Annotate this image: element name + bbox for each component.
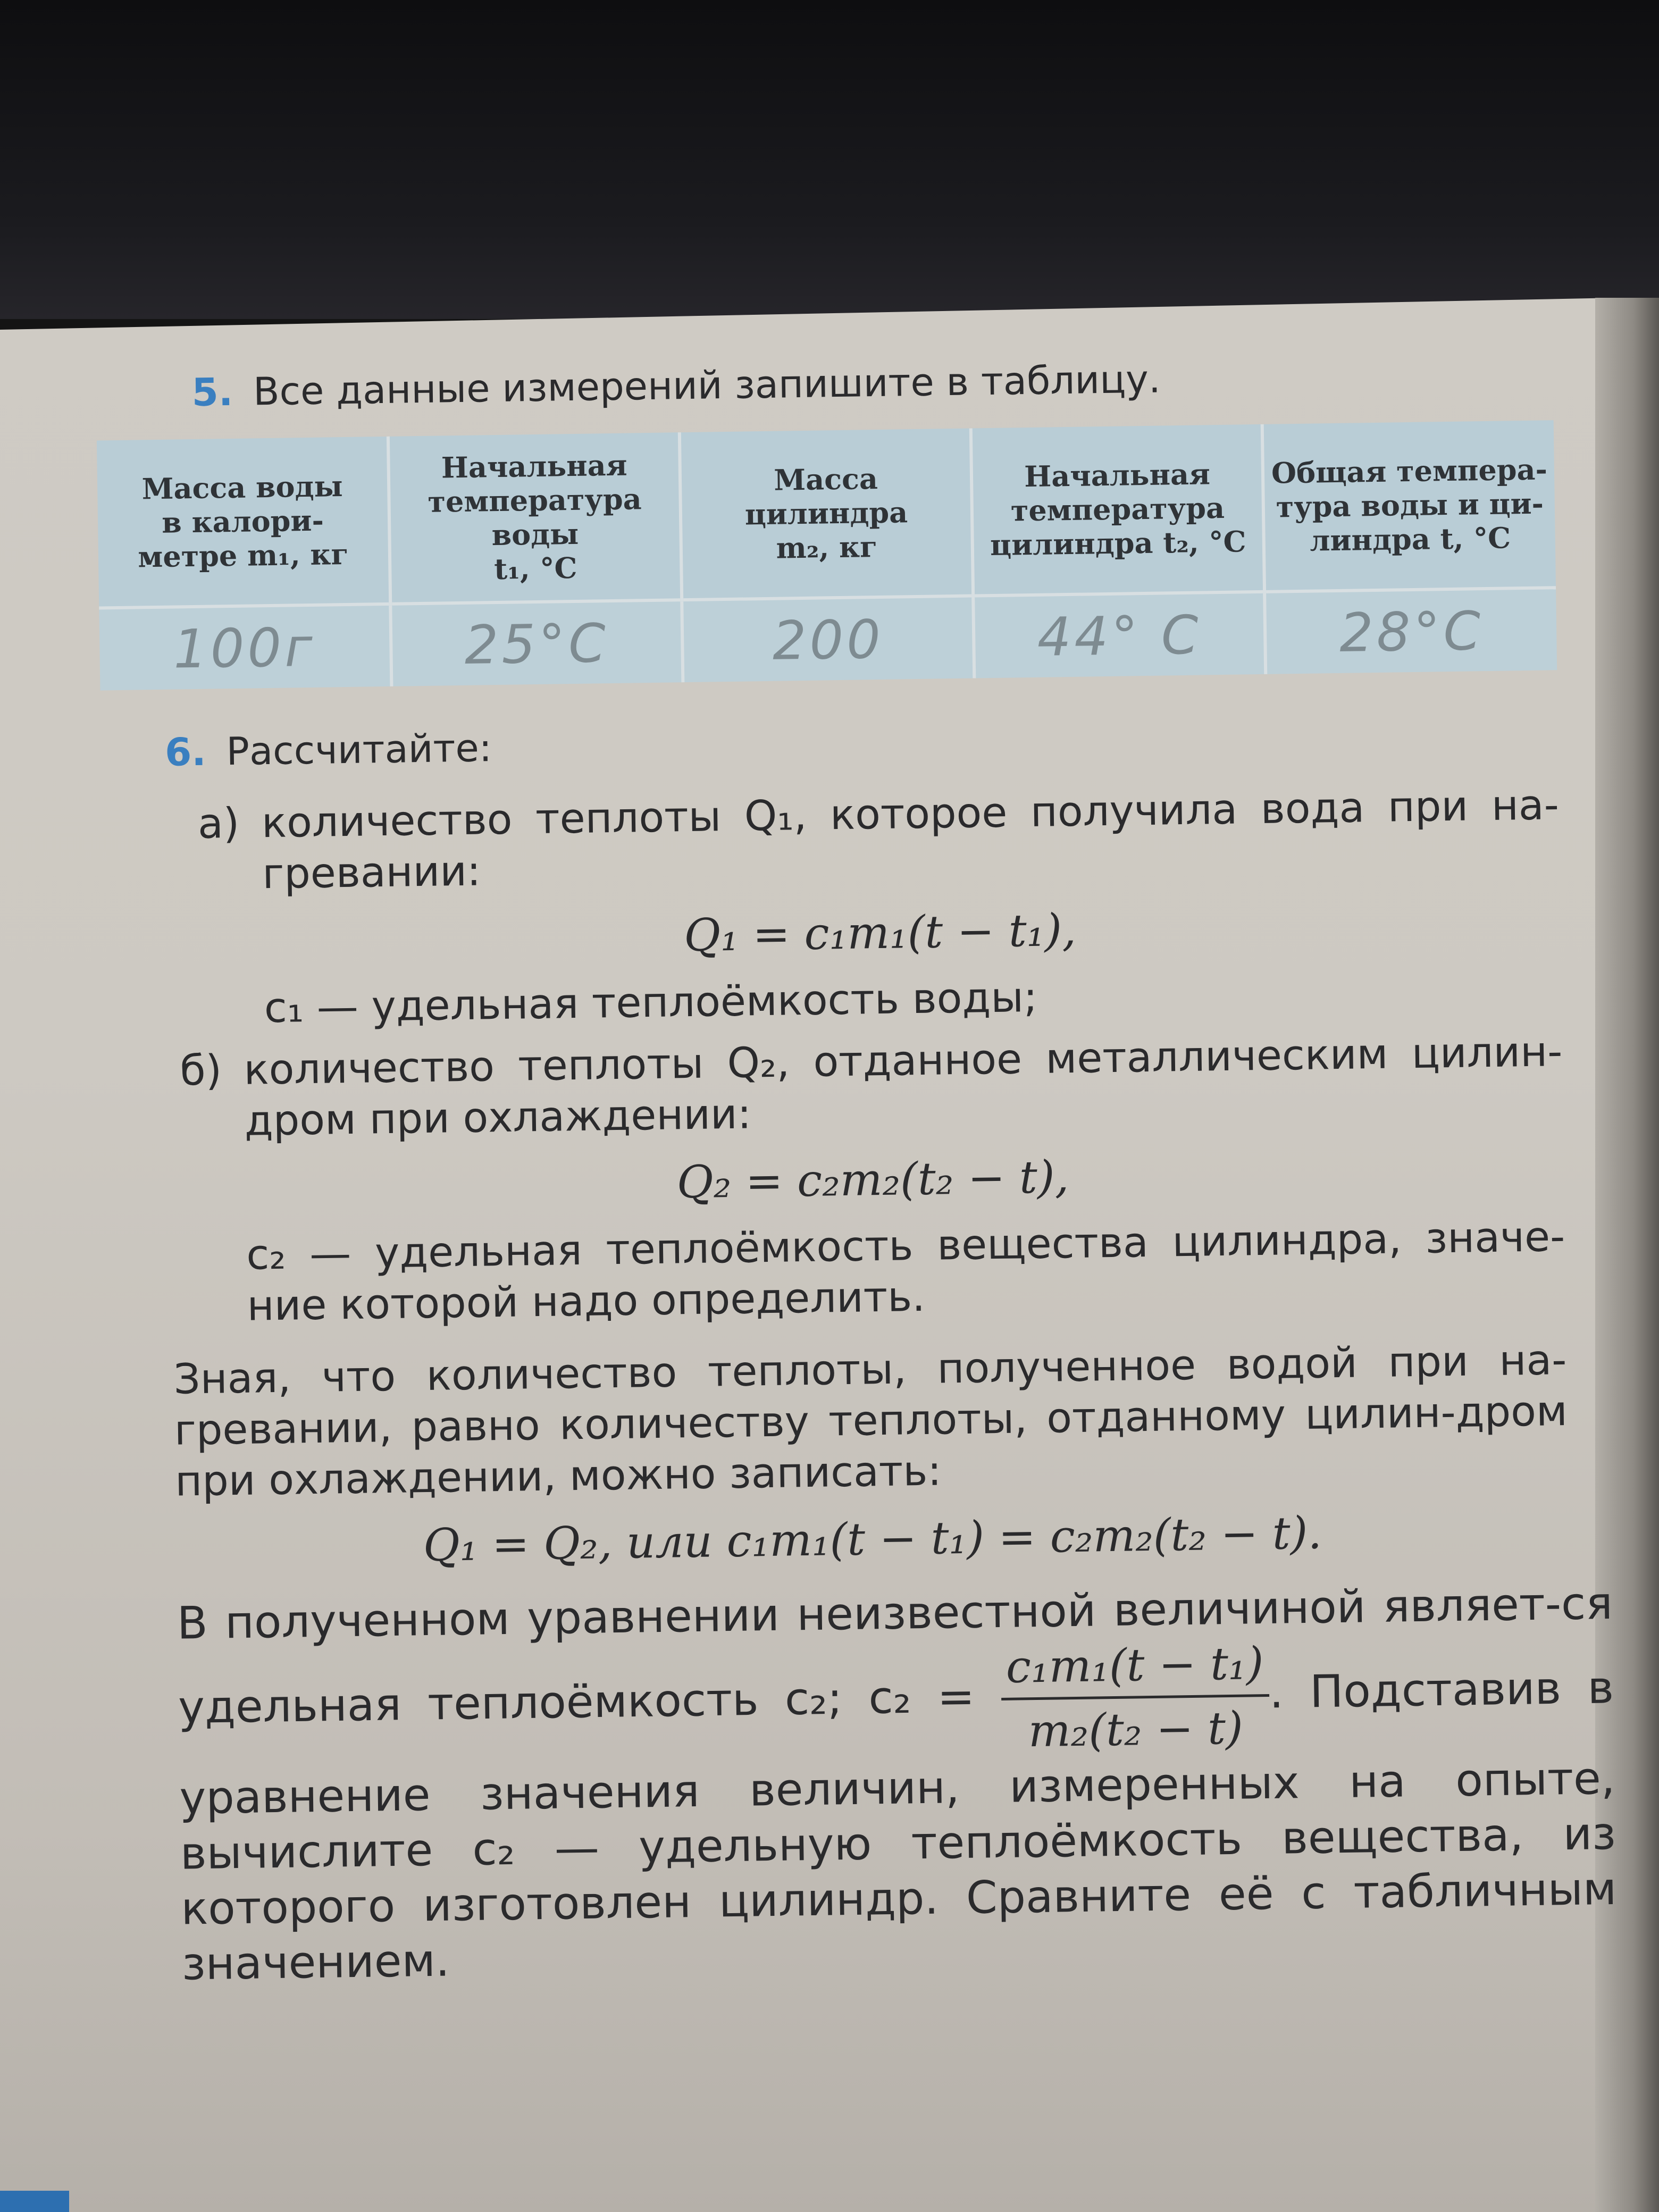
step-6 xyxy=(164,707,1558,778)
table-cell xyxy=(1264,588,1557,674)
dark-background xyxy=(0,0,1659,319)
handwritten-value: 100г xyxy=(173,616,316,681)
table-header-cell: Начальная температура цилиндра t₂, °C xyxy=(971,424,1264,596)
step-number: 5. xyxy=(191,369,233,415)
formula-q2: Q₂ = c₂m₂(t₂ − t), xyxy=(676,1151,1069,1209)
item-a xyxy=(197,780,1562,1035)
table-header-row xyxy=(97,420,1556,608)
item-marker: а) xyxy=(197,799,240,848)
table-header-cell: Масса цилиндра m₂, кг xyxy=(680,429,973,600)
table-cell xyxy=(682,596,974,683)
formula-q1: Q₁ = c₁m₁(t − t₁), xyxy=(683,903,1077,962)
final-text-1: В полученном уравнении неизвестной величиной являет-ся удельная теплоёмкость c₂; c₂ = xyxy=(177,1577,1613,1734)
handwritten-value: 25°C xyxy=(464,611,609,676)
paragraph-text: Зная, что количество теплоты, полученное водой при на-гревании, равно количеству теплоты, отданному цилин-дром при охлаждении, можно записать: xyxy=(173,1336,1568,1506)
definition-c2: c₂ — удельная теплоёмкость вещества цилиндра, значе-ние которой надо определить. xyxy=(246,1213,1565,1330)
handwritten-value: 200 xyxy=(772,608,884,672)
final-text-2: . Подставив в уравнение значения величин, измеренных на опыте, вычислите c₂ — удельную теплоёмкость вещества, из которого изготовлен цилиндр. Сравните её с табличным значением. xyxy=(179,1661,1617,1990)
handwritten-value: 44° C xyxy=(1036,604,1202,668)
blue-corner-mark xyxy=(0,2191,69,2212)
table-cell xyxy=(99,604,391,691)
definition-c1: c₁ — удельная теплоёмкость воды; xyxy=(264,973,1038,1033)
step-text: Все данные измерений запишите в таблицу. xyxy=(253,356,1161,414)
fraction-c2 xyxy=(1000,1636,1270,1759)
handwritten-value: 28°C xyxy=(1339,599,1485,664)
table-cell xyxy=(973,592,1266,678)
page-content xyxy=(137,348,1617,1991)
item-b xyxy=(180,1026,1566,1333)
item-marker: б) xyxy=(179,1046,222,1095)
step-text: Рассчитайте: xyxy=(225,725,492,774)
item-text: количество теплоты Q₂, отданное металлическим цилин-дром при охлаждении: xyxy=(243,1028,1563,1145)
item-text: количество теплоты Q₁, которое получила вода при на-гревании: xyxy=(261,781,1560,899)
paragraph-final xyxy=(177,1576,1618,1992)
table-cell xyxy=(390,600,683,686)
step-number: 6. xyxy=(164,729,207,775)
fraction-numerator: c₁m₁(t − t₁) xyxy=(1000,1636,1269,1700)
paragraph-balance xyxy=(173,1335,1570,1574)
measurements-table xyxy=(97,420,1557,690)
formula-balance: Q₁ = Q₂, или c₁m₁(t − t₁) = c₂m₂(t₂ − t). xyxy=(423,1506,1322,1572)
table-header-cell: Общая темпера- тура воды и ци- линдра t, °C xyxy=(1262,420,1556,592)
table-header-cell: Масса воды в калори- метре m₁, кг xyxy=(97,437,390,608)
fraction-denominator: m₂(t₂ − t) xyxy=(1028,1702,1244,1757)
table-header-cell: Начальная температура воды t₁, °C xyxy=(388,432,682,604)
